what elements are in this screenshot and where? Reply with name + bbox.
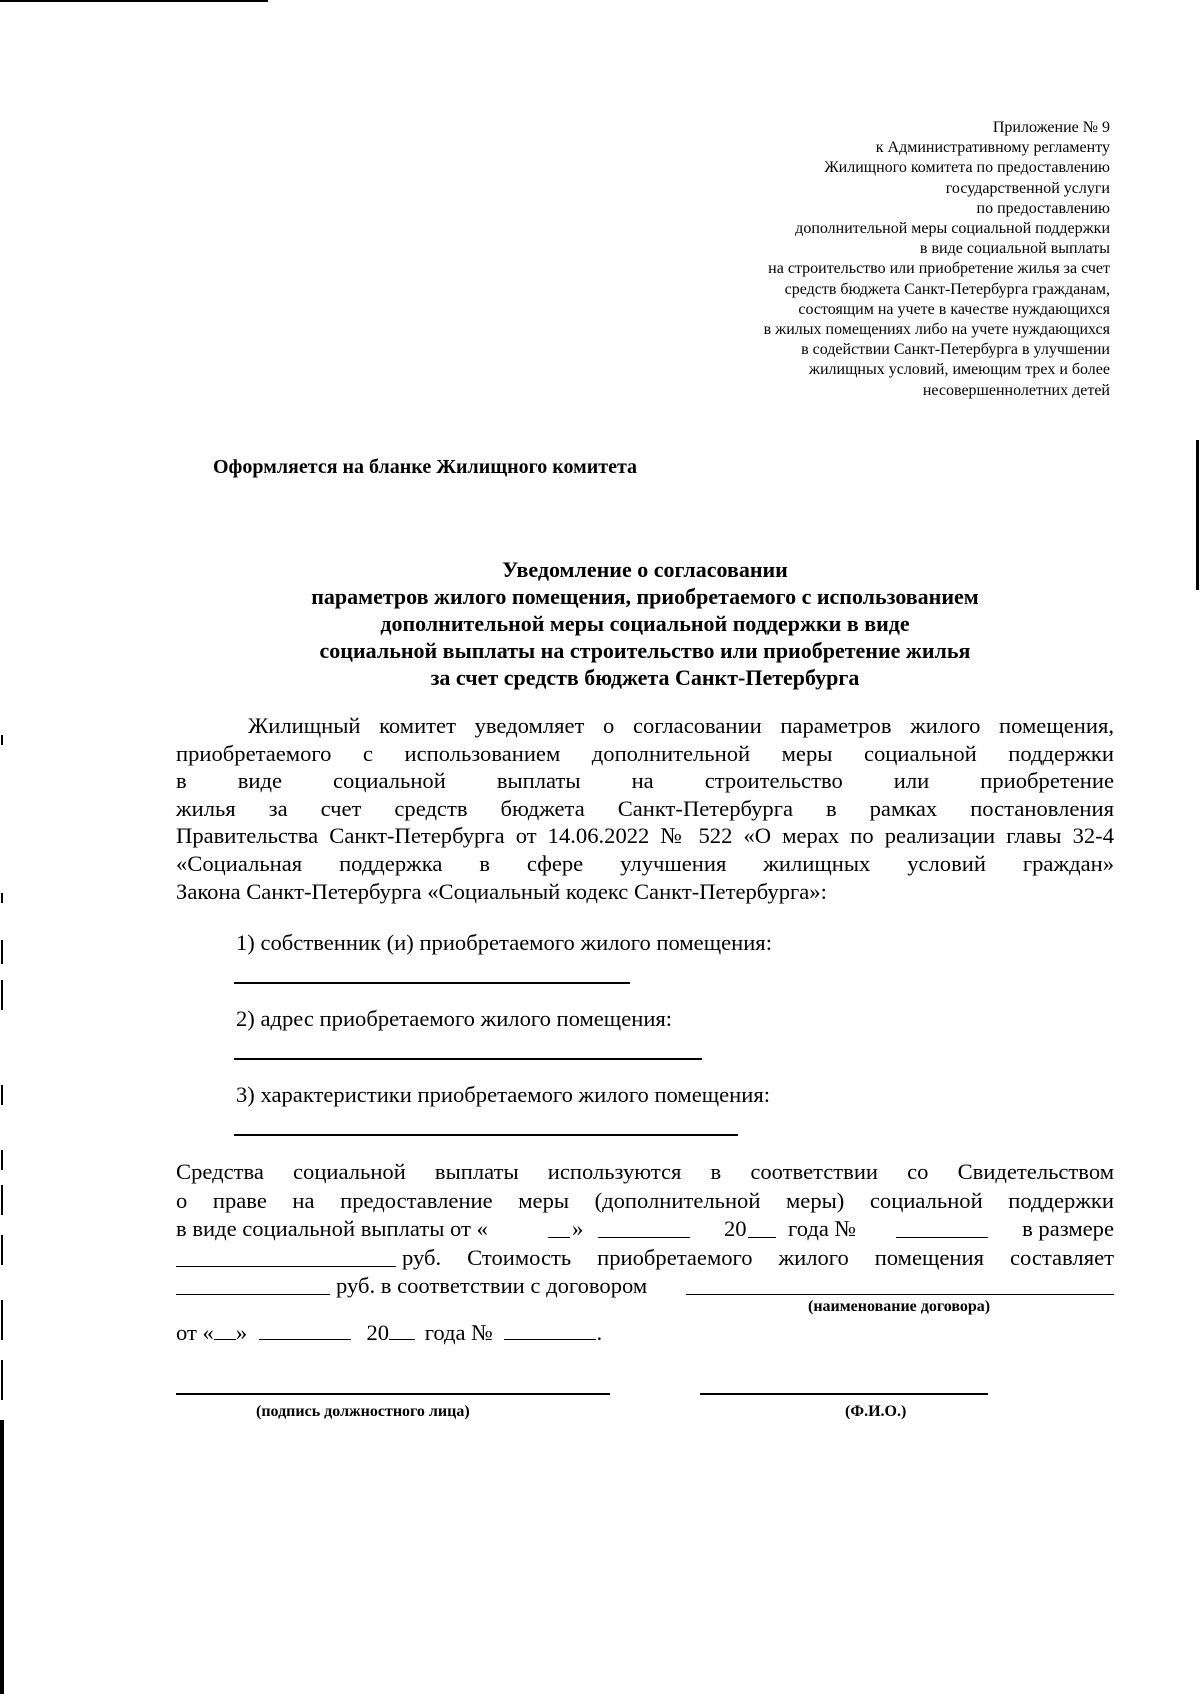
amount-label: в размере bbox=[1022, 1216, 1114, 1242]
scan-artifact-dot bbox=[1, 735, 3, 745]
item-characteristics: 3) характеристики приобретаемого жилого помещения: bbox=[236, 1082, 771, 1107]
funds-line-certificate bbox=[176, 1215, 1114, 1244]
body-line: Правительства Санкт-Петербурга от 14.06.2022 № 522 «О мерах по реализации главы 32-4 bbox=[176, 823, 1114, 849]
funds-line: Средства социальной выплаты используются в соответствии со Свидетельством bbox=[176, 1159, 1114, 1184]
signature-line[interactable] bbox=[176, 1393, 610, 1395]
funds-line-amount bbox=[176, 1244, 1114, 1273]
scan-artifact-left-bar bbox=[0, 1420, 4, 1694]
amount-field[interactable] bbox=[176, 1248, 396, 1267]
scan-artifact-dot bbox=[1, 940, 3, 964]
certificate-day-close: » bbox=[572, 1216, 584, 1242]
certificate-year-field[interactable] bbox=[748, 1219, 776, 1238]
title-line: за счет средств бюджета Санкт-Петербурга bbox=[430, 665, 860, 690]
title-line: параметров жилого помещения, приобретаемого с использованием bbox=[311, 584, 979, 609]
body-paragraph bbox=[176, 712, 1114, 905]
appendix-line: дополнительной меры социальной поддержки bbox=[795, 220, 1110, 238]
certificate-day-field[interactable] bbox=[548, 1219, 570, 1238]
appendix-line: к Административному регламенту bbox=[875, 139, 1110, 157]
body-line: в виде социальной выплаты на строительство или приобретение bbox=[176, 768, 1114, 794]
contract-name-field[interactable] bbox=[686, 1276, 1114, 1295]
contract-date-period: . bbox=[596, 1320, 603, 1345]
appendix-line: Жилищного комитета по предоставлению bbox=[824, 159, 1110, 177]
scan-artifact-dot bbox=[1, 1360, 3, 1400]
contract-date-line bbox=[176, 1320, 602, 1346]
funds-line-contract bbox=[176, 1272, 1114, 1301]
body-line: приобретаемого с использованием дополнительной меры социальной поддержки bbox=[176, 740, 1114, 766]
scan-artifact-dot bbox=[1, 893, 3, 903]
appendix-line: жилищных условий, имеющим трех и более bbox=[808, 361, 1110, 379]
item-address: 2) адрес приобретаемого жилого помещения: bbox=[236, 1006, 673, 1031]
scan-artifact-right-bar bbox=[1196, 440, 1199, 590]
cost-field[interactable] bbox=[176, 1276, 330, 1295]
title-line: дополнительной меры социальной поддержки в виде bbox=[380, 611, 910, 636]
signature-caption: (подпись должностного лица) bbox=[256, 1403, 470, 1420]
contract-day-field[interactable] bbox=[214, 1321, 236, 1340]
contract-number-field[interactable] bbox=[504, 1321, 596, 1340]
appendix-line: государственной услуги bbox=[945, 179, 1110, 197]
contract-year-prefix: 20 bbox=[366, 1320, 390, 1345]
title-line: Уведомление о согласовании bbox=[502, 557, 788, 582]
contract-caption: (наименование договора) bbox=[808, 1298, 991, 1315]
certificate-number-label: года № bbox=[788, 1216, 857, 1242]
certificate-year-prefix: 20 bbox=[724, 1216, 747, 1242]
contract-day-close: » bbox=[235, 1320, 248, 1345]
scan-artifact-dot bbox=[1, 1235, 3, 1265]
appendix-line: несовершеннолетних детей bbox=[922, 381, 1110, 399]
appendix-line: на строительство или приобретение жилья за счет bbox=[768, 260, 1110, 278]
appendix-line: в содействии Санкт-Петербурга в улучшении bbox=[801, 341, 1110, 359]
funds-line: о праве на предоставление меры (дополнительной меры) социальной поддержки bbox=[176, 1187, 1114, 1213]
address-fill-line[interactable] bbox=[234, 1058, 702, 1060]
body-line: жилья за счет средств бюджета Санкт-Петербурга в рамках постановления bbox=[176, 795, 1114, 821]
appendix-header bbox=[590, 118, 1110, 401]
body-line: Жилищный комитет уведомляет о согласовании параметров жилого помещения, bbox=[248, 713, 1114, 738]
item-owner: 1) собственник (и) приобретаемого жилого помещения: bbox=[236, 930, 772, 955]
contract-number-label: года № bbox=[424, 1320, 493, 1345]
scan-artifact-dot bbox=[1, 1085, 3, 1105]
scan-artifact-top-line bbox=[0, 0, 268, 2]
appendix-line: в виде социальной выплаты bbox=[919, 240, 1110, 258]
appendix-line: Приложение № 9 bbox=[992, 119, 1110, 136]
owner-fill-line[interactable] bbox=[234, 982, 630, 984]
funds-paragraph bbox=[176, 1158, 1114, 1301]
scan-artifact-dot bbox=[1, 1150, 3, 1170]
scan-artifact-dot bbox=[1, 1185, 3, 1215]
name-line[interactable] bbox=[700, 1393, 988, 1395]
contract-date-prefix: от « bbox=[176, 1320, 214, 1345]
scan-artifact-dot bbox=[1, 980, 3, 1010]
scan-artifact-dot bbox=[1, 1300, 3, 1340]
certificate-date-prefix: в виде социальной выплаты от « bbox=[176, 1216, 488, 1242]
appendix-line: по предоставлению bbox=[976, 199, 1110, 217]
certificate-number-field[interactable] bbox=[896, 1219, 988, 1238]
name-caption: (Ф.И.О.) bbox=[845, 1403, 907, 1420]
blank-note: Оформляется на бланке Жилищного комитета bbox=[213, 456, 638, 478]
contract-month-field[interactable] bbox=[259, 1321, 351, 1340]
appendix-line: состоящим на учете в качестве нуждающихся bbox=[798, 300, 1110, 318]
appendix-line: в жилых помещениях либо на учете нуждающихся bbox=[763, 321, 1110, 339]
title-line: социальной выплаты на строительство или приобретение жилья bbox=[319, 638, 971, 663]
contract-text: руб. в соответствии с договором bbox=[336, 1273, 648, 1299]
cost-text: руб. Стоимость приобретаемого жилого помещения составляет bbox=[402, 1244, 1114, 1270]
document-title bbox=[175, 556, 1115, 691]
certificate-month-field[interactable] bbox=[598, 1219, 690, 1238]
body-line: «Социальная поддержка в сфере улучшения жилищных условий граждан» bbox=[176, 850, 1114, 876]
contract-year-field[interactable] bbox=[389, 1321, 415, 1340]
body-line: Закона Санкт-Петербурга «Социальный кодекс Санкт-Петербурга»: bbox=[176, 878, 827, 904]
characteristics-fill-line[interactable] bbox=[234, 1134, 738, 1136]
appendix-line: средств бюджета Санкт-Петербурга гражданам, bbox=[784, 280, 1110, 298]
